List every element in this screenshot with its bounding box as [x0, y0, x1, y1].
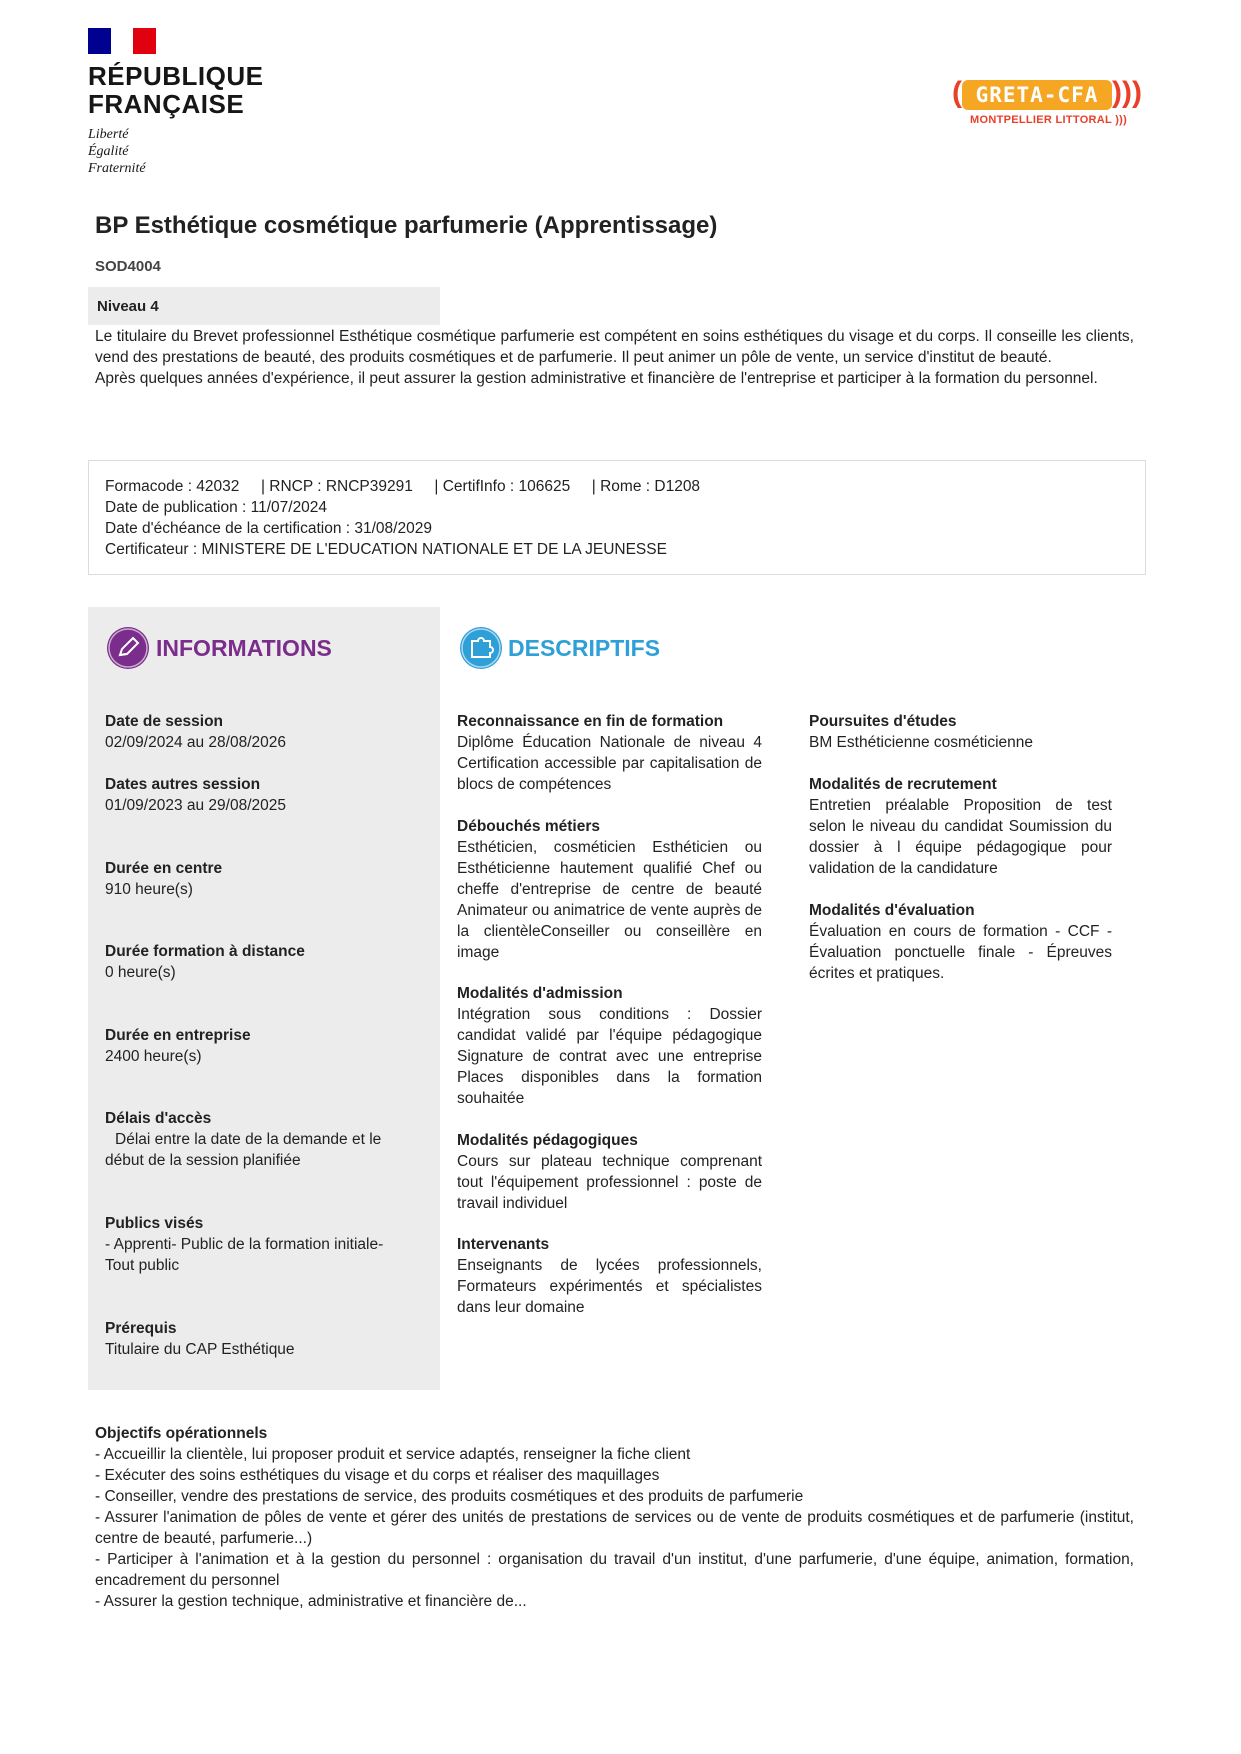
publics-vises: Publics visés - Apprenti- Public de la formation initiale- Tout public	[105, 1215, 384, 1274]
debouches-metiers: Débouchés métiers Esthéticien, cosméticien Esthéticien ou Esthéticienne hautement qualifié Chef ou cheffe d'entreprise de centre de beauté Animateur ou animatrice de vente auprès de la clientèleConseiller ou conseillère en image	[457, 818, 763, 961]
prerequis: Prérequis Titulaire du CAP Esthétique	[105, 1320, 295, 1358]
objectif-item: - Participer à l'animation et à la gestion du personnel : organisation du travail d'un institut, d'une parfumerie, d'une équipe, animation, formation, encadrement du personnel	[95, 1551, 1134, 1589]
certificateur: Certificateur : MINISTERE DE L'EDUCATION NATIONALE ET DE LA JEUNESSE	[105, 541, 667, 558]
codes-line: Formacode : 42032 | RNCP : RNCP39291 | CertifInfo : 106625 | Rome : D1208	[105, 478, 701, 495]
greta-right-arc-icon: )))	[1112, 76, 1142, 109]
dates-autres-session: Dates autres session 01/09/2023 au 29/08/2025	[105, 776, 287, 814]
intro-paragraph-1: Le titulaire du Brevet professionnel Esthétique cosmétique parfumerie est compétent en soins esthétiques du visage et du corps. Il conseille les clients, vend des prestations de beauté, des produits cosmétiques et de parfumerie. Il peut animer un pôle de vente, un service d'institut de beauté.	[95, 328, 1134, 366]
objectif-item: - Accueillir la clientèle, lui proposer produit et service adaptés, renseigner la fiche client	[95, 1446, 691, 1463]
formation-code: SOD4004	[95, 258, 161, 275]
objectif-item: - Assurer l'animation de pôles de vente et gérer des unités de prestations de services ou de vente de produits cosmétiques et de parfumerie (institut, centre de beauté, parfumerie...)	[95, 1509, 1134, 1547]
motto-liberte: Liberté	[88, 127, 129, 142]
marianne-flag-icon	[88, 28, 156, 54]
niveau-label: Niveau 4	[97, 298, 159, 315]
echeance-date: Date d'échéance de la certification : 31/08/2029	[105, 520, 432, 537]
descriptifs-title: DESCRIPTIFS	[508, 635, 661, 661]
motto-fraternite: Fraternité	[88, 161, 146, 176]
publication-date: Date de publication : 11/07/2024	[105, 499, 328, 516]
intervenants: Intervenants Enseignants de lycées professionnels, Formateurs expérimentés et spécialistes dans leur domaine	[457, 1236, 762, 1316]
formation-title: BP Esthétique cosmétique parfumerie (Apprentissage)	[95, 212, 718, 239]
certification-codes-box	[88, 460, 1146, 575]
modalites-evaluation: Modalités d'évaluation Évaluation en cours de formation - CCF - Évaluation ponctuelle finale - Épreuves écrites et pratiques.	[809, 902, 1112, 982]
modalites-recrutement: Modalités de recrutement Entretien préalable Proposition de test selon le niveau du candidat Soumission du dossier à l équipe pédagogique pour validation de la candidature	[809, 776, 1112, 877]
delais-acces: Délais d'accès Délai entre la date de la demande et le début de la session planifiée	[105, 1110, 382, 1169]
niveau-badge	[88, 287, 440, 325]
modalites-pedagogiques: Modalités pédagogiques Cours sur plateau technique comprenant tout l'équipement professionnel : poste de travail individuel	[457, 1132, 762, 1212]
rf-title-line1: RÉPUBLIQUE	[88, 61, 264, 91]
duree-distance: Durée formation à distance 0 heure(s)	[105, 943, 305, 981]
intro-paragraph-2: Après quelques années d'expérience, il peut assurer la gestion administrative et financière de l'entreprise et participer à la formation du personnel.	[95, 370, 1098, 387]
republique-francaise-logo	[88, 28, 268, 177]
date-session: Date de session 02/09/2024 au 28/08/2026	[105, 713, 287, 751]
pencil-icon	[107, 627, 149, 669]
puzzle-icon	[460, 627, 502, 669]
formation-intro	[95, 326, 1134, 389]
greta-name: GRETA-CFA	[975, 83, 1099, 107]
modalites-admission: Modalités d'admission Intégration sous conditions : Dossier candidat validé par l'équipe pédagogique Signature de contrat avec une entreprise Places disponibles dans la formation souhaitée	[457, 985, 762, 1107]
reconnaissance: Reconnaissance en fin de formation Diplôme Éducation Nationale de niveau 4 Certification accessible par capitalisation de blocs de compétences	[457, 713, 762, 793]
objectif-item: - Exécuter des soins esthétiques du visage et du corps et réaliser des maquillages	[95, 1467, 660, 1484]
objectif-item: - Conseiller, vendre des prestations de service, des produits cosmétiques et des produits de parfumerie	[95, 1488, 804, 1505]
rf-motto	[88, 126, 268, 177]
rf-title-line2: FRANÇAISE	[88, 89, 245, 119]
motto-egalite: Égalité	[88, 144, 129, 159]
objectif-item: - Assurer la gestion technique, administrative et financière de...	[95, 1593, 527, 1610]
poursuites-etudes: Poursuites d'études BM Esthéticienne cosméticienne	[809, 713, 1034, 751]
duree-centre: Durée en centre 910 heure(s)	[105, 860, 223, 898]
duree-entreprise: Durée en entreprise 2400 heure(s)	[105, 1027, 251, 1065]
informations-title: INFORMATIONS	[156, 635, 332, 661]
greta-left-arc-icon: (	[952, 76, 962, 109]
objectifs-operationnels: Objectifs opérationnels - Accueillir la clientèle, lui proposer produit et service adaptés, renseigner la fiche client - Exécuter des soins esthétiques du visage et du corps et réaliser des maquillages - Conseiller, vendre des prestations de service, des produits cosmétiques et des produits de parfumerie - Assurer l'animation de pôles de vente et gérer des unités de prestations de services ou de vente de produits cosmétiques et de parfumerie (institut, centre de beauté, parfumerie...) - Participer à l'animation et à la gestion du personnel : organisation du travail d'un institut, d'une parfumerie, d'une équipe, animation, formation, encadrement du personnel - Assurer la gestion technique, administrative et financière de...	[95, 1425, 1134, 1610]
greta-subtitle: MONTPELLIER LITTORAL )))	[970, 114, 1128, 126]
greta-cfa-logo	[952, 76, 1142, 136]
